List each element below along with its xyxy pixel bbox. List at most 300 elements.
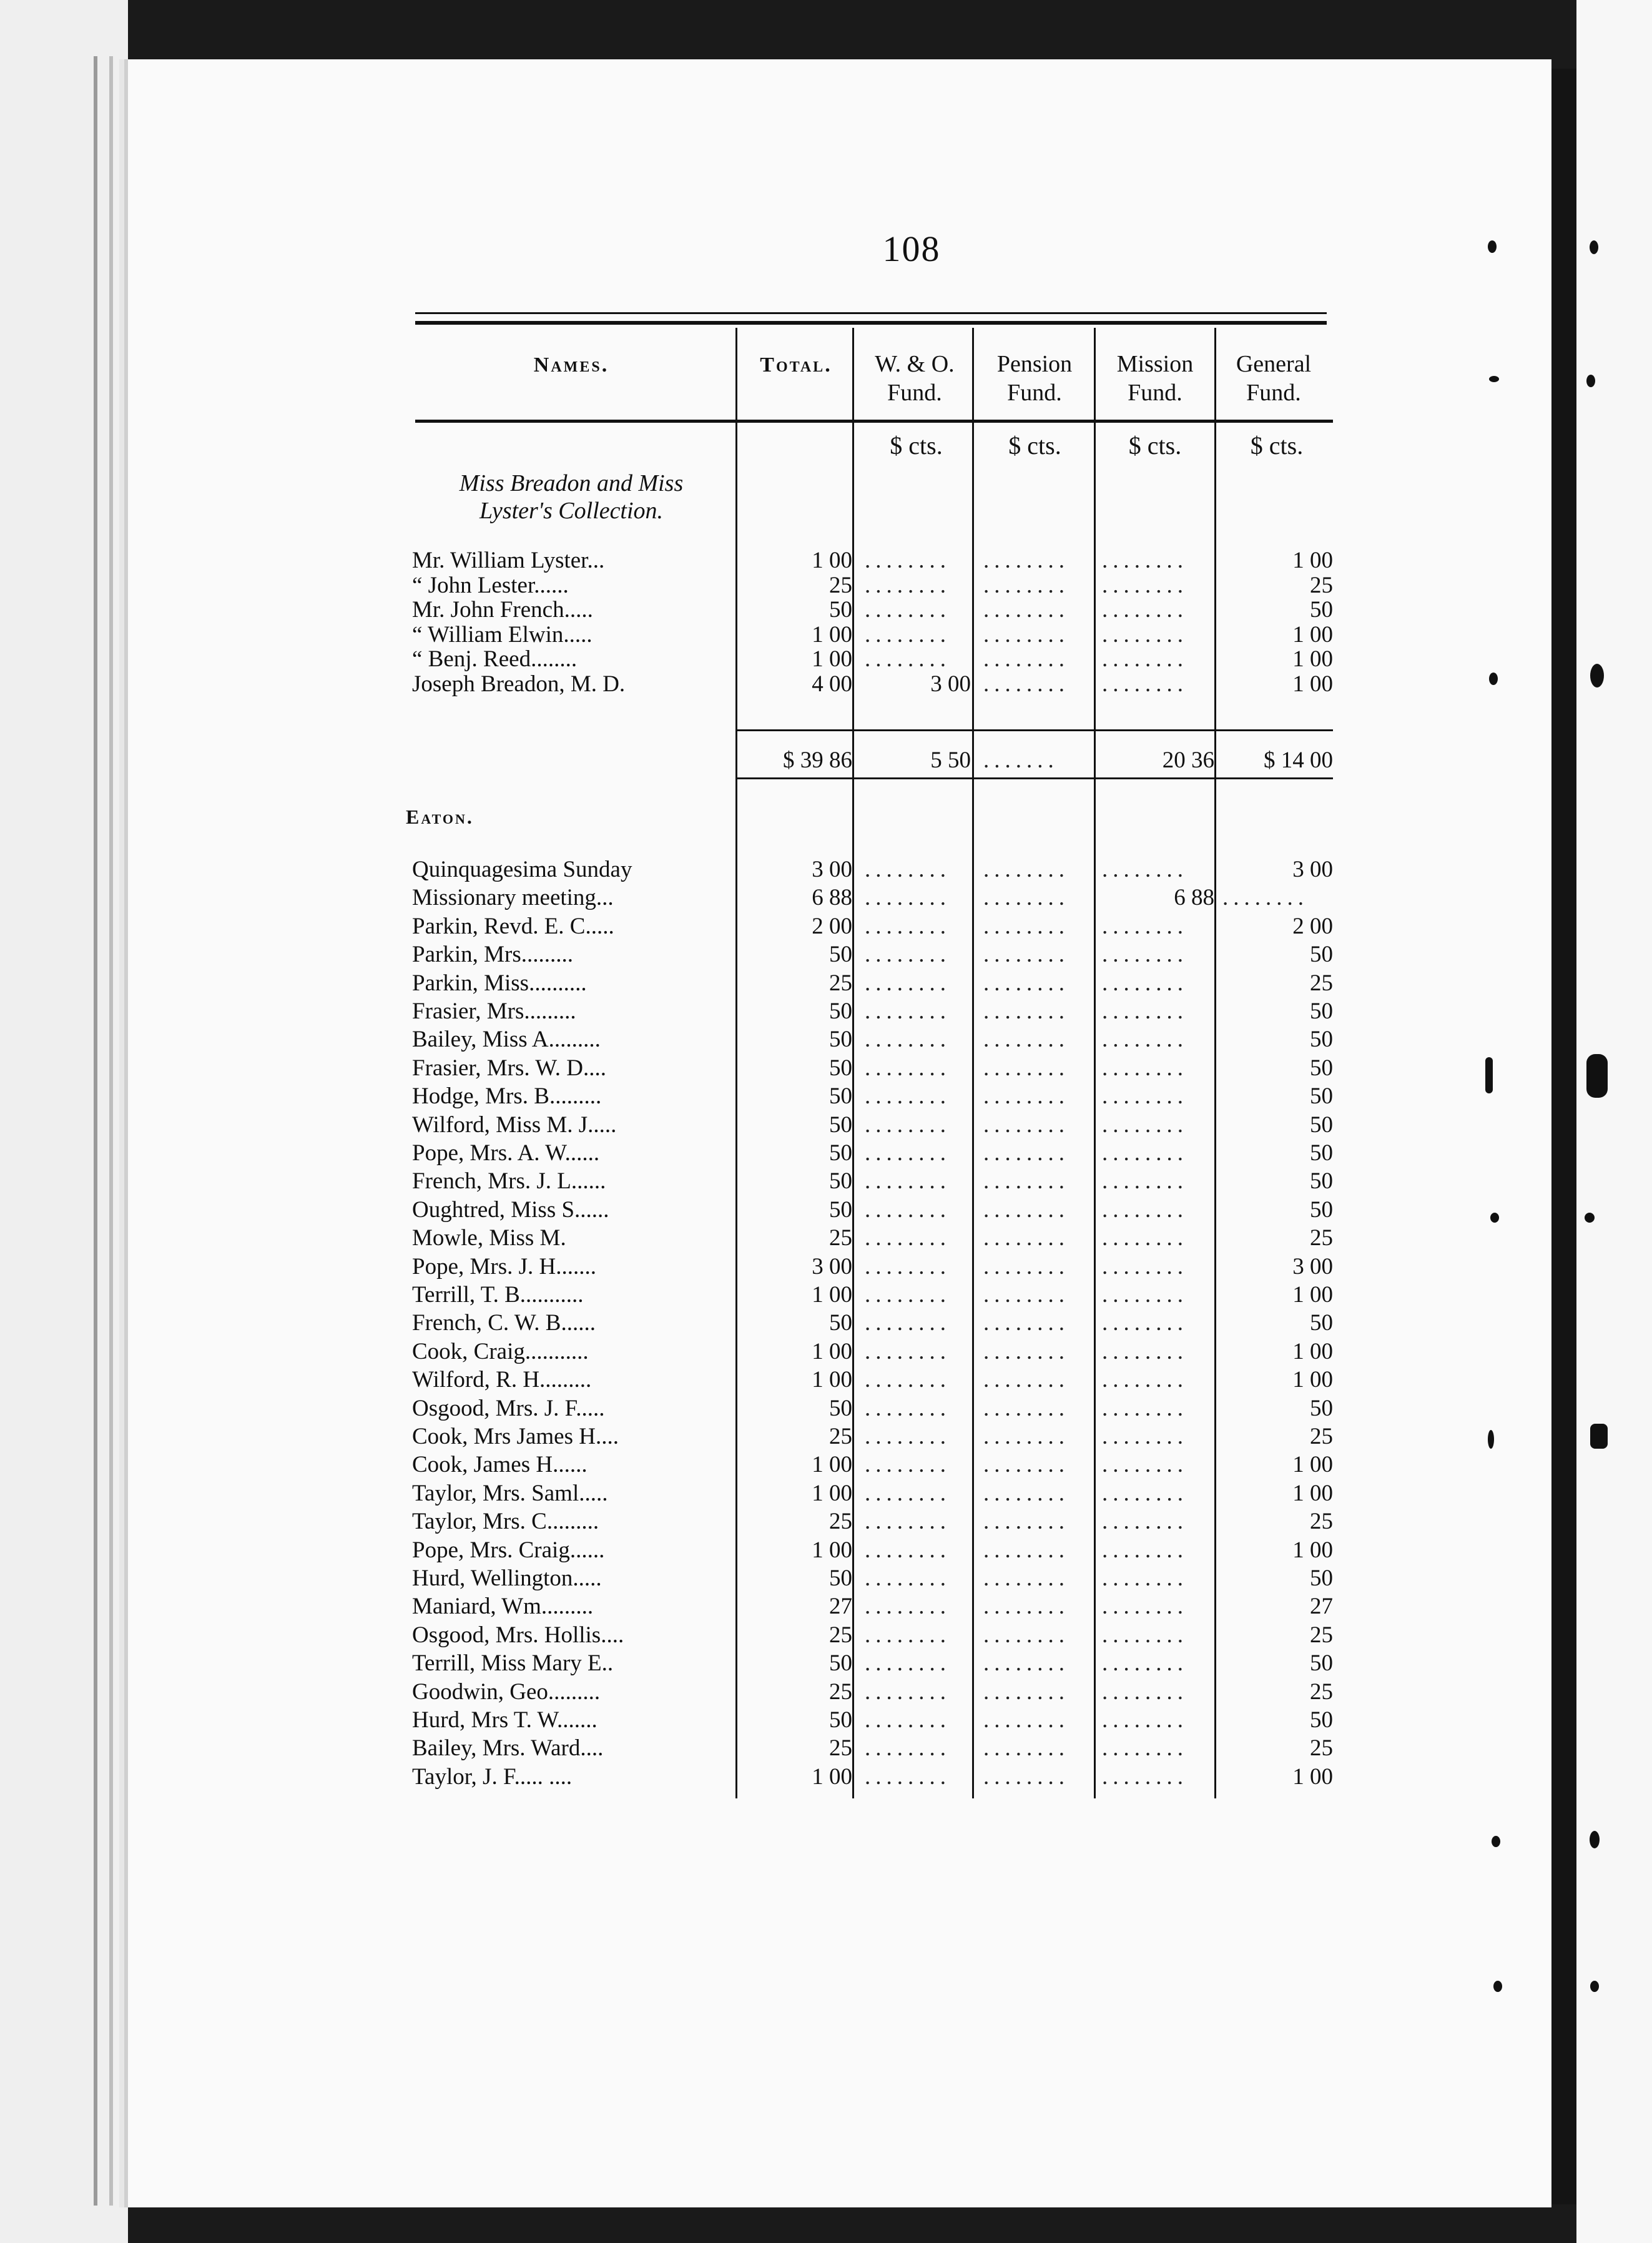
subtotal-rule [737,777,1333,779]
wo-unit-label: $ cts. [890,431,943,460]
donor-name: Oughtred, Miss S...... [412,1196,609,1223]
table-row [0,1706,1652,1734]
binding-hole-mark [1586,375,1595,387]
table-row [0,1167,1652,1195]
table-row [0,1054,1652,1082]
wo-leader-dots: ........ [865,913,951,939]
total-amount: 50 [829,1055,852,1081]
wo-leader-dots: ........ [865,1735,951,1762]
wo-leader-dots: ........ [865,1622,951,1648]
table-row [0,997,1652,1025]
wo-leader-dots: ........ [865,621,951,648]
table-row [0,1422,1652,1451]
total-amount: 25 [829,1509,852,1535]
mission-leader-dots: ........ [1102,1395,1188,1421]
total-amount: 3 00 [812,857,852,882]
total-amount: 25 [829,1225,852,1251]
donor-name: Bailey, Mrs. Ward.... [412,1735,604,1762]
table-row [0,855,1652,884]
general-amount: 50 [1310,1196,1333,1223]
totals-total: $ 39 86 [783,747,852,773]
wo-leader-dots: ........ [865,1679,951,1705]
table-row [0,1763,1652,1791]
wo-leader-dots: ........ [865,1395,951,1421]
table-row [0,1253,1652,1281]
donor-name: French, C. W. B...... [412,1310,596,1336]
general-amount: 1 00 [1292,548,1333,573]
general-amount: 2 00 [1292,913,1333,939]
mission-leader-dots: ........ [1102,1055,1188,1081]
general-amount: 50 [1310,1310,1333,1336]
pension-leader-dots: ........ [983,1763,1069,1790]
total-amount: 1 00 [812,1282,852,1308]
mission-fund-header [1096,350,1214,407]
mission-leader-dots: ........ [1102,998,1188,1024]
wo-leader-dots: ........ [865,1083,951,1110]
pension-leader-dots: ........ [983,1707,1069,1733]
general-amount: 50 [1310,1083,1333,1110]
general-amount: 50 [1310,1565,1333,1591]
general-amount: 25 [1310,572,1333,598]
general-amount: 25 [1310,1509,1333,1535]
mission-leader-dots: ........ [1102,1112,1188,1138]
donor-name: Quinquagesima Sunday [412,857,632,882]
donor-name: French, Mrs. J. L...... [412,1168,606,1195]
pension-leader-dots: ........ [983,597,1069,623]
totals-pension-leader: ....... [983,747,1059,773]
mission-leader-dots: ........ [1102,646,1188,672]
general-amount: 50 [1310,1168,1333,1195]
table-row [0,1224,1652,1252]
mission-leader-dots: ........ [1102,1027,1188,1053]
wo-leader-dots: ........ [865,1707,951,1733]
general-amount: 25 [1310,1735,1333,1762]
donor-name: Hodge, Mrs. B......... [412,1083,602,1110]
general-amount: 25 [1310,970,1333,996]
mission-leader-dots: ........ [1102,1282,1188,1308]
general-amount: 1 00 [1292,1282,1333,1308]
table-row [0,1139,1652,1167]
pension-leader-dots: ........ [983,1140,1069,1166]
mission-leader-dots: ........ [1102,913,1188,939]
general-amount: 1 00 [1292,671,1333,697]
total-amount: 50 [829,1565,852,1591]
total-amount: 1 00 [812,1537,852,1563]
general-amount: 50 [1310,942,1333,968]
mission-amount: 6 88 [1174,885,1214,911]
table-row [0,670,1652,698]
top-rule [415,312,1327,314]
donor-name: Taylor, Mrs. C......... [412,1509,599,1535]
total-amount: 25 [829,970,852,996]
general-amount: 50 [1310,1707,1333,1733]
donor-name: Osgood, Mrs. Hollis.... [412,1622,624,1648]
donor-name: “ John Lester...... [412,572,569,598]
donor-name: Taylor, Mrs. Saml..... [412,1480,608,1506]
wo-leader-dots: ........ [865,1480,951,1506]
donor-name: “ William Elwin..... [412,621,592,648]
wo-leader-dots: ........ [865,1338,951,1364]
wo-leader-dots: ........ [865,857,951,882]
mission-leader-dots: ........ [1102,1679,1188,1705]
wo-leader-dots: ........ [865,1424,951,1449]
wo-leader-dots: ........ [865,1594,951,1620]
total-amount: 50 [829,1027,852,1053]
donor-name: Mr. William Lyster... [412,548,605,573]
total-amount: 50 [829,597,852,623]
wo-leader-dots: ........ [865,597,951,623]
pension-leader-dots: ........ [983,1310,1069,1336]
mission-leader-dots: ........ [1102,1565,1188,1591]
pension-leader-dots: ........ [983,1112,1069,1138]
pension-leader-dots: ........ [983,572,1069,598]
wo-leader-dots: ........ [865,1140,951,1166]
general-amount: 25 [1310,1225,1333,1251]
table-row [0,940,1652,969]
mission-leader-dots: ........ [1102,1253,1188,1279]
donor-name: Parkin, Revd. E. C..... [412,913,614,939]
total-amount: 25 [829,572,852,598]
donor-name: “ Benj. Reed........ [412,646,578,672]
wo-leader-dots: ........ [865,548,951,573]
table-row [0,1281,1652,1309]
wo-leader-dots: ........ [865,1650,951,1677]
table-row [0,546,1652,574]
wo-leader-dots: ........ [865,572,951,598]
donor-name: Pope, Mrs. A. W...... [412,1140,600,1166]
mission-leader-dots: ........ [1102,671,1188,697]
pension-leader-dots: ........ [983,998,1069,1024]
wo-fund-header-line2: Fund. [887,380,942,406]
donor-name: Terrill, Miss Mary E.. [412,1650,614,1677]
pension-leader-dots: ........ [983,1055,1069,1081]
mission-leader-dots: ........ [1102,1196,1188,1223]
binding-hole-mark [1492,1836,1500,1847]
mission-leader-dots: ........ [1102,1707,1188,1733]
total-amount: 50 [829,1310,852,1336]
total-amount: 4 00 [812,671,852,697]
totals-wo: 5 50 [930,747,971,773]
section-title-line2: Lyster's Collection. [479,498,664,524]
mission-leader-dots: ........ [1102,1735,1188,1762]
page-number: 108 [882,229,941,269]
mission-fund-header-line2: Fund. [1128,380,1182,406]
mission-leader-dots: ........ [1102,1310,1188,1336]
pension-fund-header-line1: Pension [996,351,1073,377]
pension-leader-dots: ........ [983,1509,1069,1535]
total-amount: 25 [829,1735,852,1762]
pension-leader-dots: ........ [983,1395,1069,1421]
section-title-line1: Miss Breadon and Miss [459,470,684,496]
total-amount: 50 [829,1083,852,1110]
totals-mission: 20 36 [1162,747,1214,773]
pension-leader-dots: ........ [983,548,1069,573]
donor-name: Hurd, Wellington..... [412,1565,602,1591]
total-amount: 50 [829,1168,852,1195]
general-amount: 1 00 [1292,621,1333,648]
pension-unit-label: $ cts. [1008,431,1061,460]
general-fund-header-line2: Fund. [1246,380,1301,406]
binding-hole-mark [1493,1981,1502,1992]
general-amount: 50 [1310,1140,1333,1166]
donor-name: Cook, Mrs James H.... [412,1424,619,1449]
table-row [0,596,1652,624]
table-row [0,1536,1652,1564]
pension-leader-dots: ........ [983,1452,1069,1478]
section1-totals-row [0,746,1652,774]
general-amount: 3 00 [1292,857,1333,882]
wo-fund-header [855,350,974,407]
donor-name: Osgood, Mrs. J. F..... [412,1395,605,1421]
wo-leader-dots: ........ [865,1225,951,1251]
table-row [0,1338,1652,1366]
general-amount: 1 00 [1292,1367,1333,1393]
total-amount: 3 00 [812,1253,852,1279]
pension-leader-dots: ........ [983,1650,1069,1677]
pension-leader-dots: ........ [983,913,1069,939]
donor-name: Goodwin, Geo......... [412,1679,601,1705]
pension-leader-dots: ........ [983,1424,1069,1449]
general-amount: 1 00 [1292,1452,1333,1478]
total-amount: 1 00 [812,1763,852,1790]
pension-leader-dots: ........ [983,942,1069,968]
totals-general: $ 14 00 [1264,747,1333,773]
section-title-breadon-lyster [412,470,730,525]
total-amount: 1 00 [812,1480,852,1506]
subtotal-rule [737,729,1333,731]
pension-leader-dots: ........ [983,671,1069,697]
general-amount: 50 [1310,1112,1333,1138]
total-amount: 50 [829,1650,852,1677]
total-amount: 25 [829,1679,852,1705]
wo-leader-dots: ........ [865,998,951,1024]
general-amount: 1 00 [1292,646,1333,672]
pension-leader-dots: ........ [983,885,1069,911]
mission-leader-dots: ........ [1102,1225,1188,1251]
pension-leader-dots: ........ [983,621,1069,648]
general-amount: 50 [1310,597,1333,623]
wo-leader-dots: ........ [865,1253,951,1279]
mission-leader-dots: ........ [1102,1338,1188,1364]
total-amount: 1 00 [812,646,852,672]
total-amount: 25 [829,1424,852,1449]
general-amount: 50 [1310,998,1333,1024]
mission-leader-dots: ........ [1102,597,1188,623]
general-amount: 50 [1310,1395,1333,1421]
mission-unit-label: $ cts. [1128,431,1182,460]
total-amount: 50 [829,1196,852,1223]
general-leader-dots: ........ [1222,885,1309,911]
donor-name: Hurd, Mrs T. W....... [412,1707,597,1733]
general-amount: 25 [1310,1622,1333,1648]
donor-name: Pope, Mrs. J. H....... [412,1253,596,1279]
total-amount: 50 [829,1112,852,1138]
general-amount: 1 00 [1292,1480,1333,1506]
mission-leader-dots: ........ [1102,1763,1188,1790]
table-row [0,571,1652,599]
wo-leader-dots: ........ [865,1196,951,1223]
pension-leader-dots: ........ [983,1565,1069,1591]
table-row [0,1564,1652,1592]
donor-name: Bailey, Miss A......... [412,1027,601,1053]
donor-name: Wilford, Miss M. J..... [412,1112,617,1138]
pension-leader-dots: ........ [983,646,1069,672]
general-fund-header-line1: General [1236,351,1312,377]
mission-leader-dots: ........ [1102,1083,1188,1110]
donor-name: Missionary meeting... [412,885,614,911]
mission-leader-dots: ........ [1102,1537,1188,1563]
total-amount: 27 [829,1594,852,1620]
wo-leader-dots: ........ [865,885,951,911]
donor-name: Parkin, Miss.......... [412,970,587,996]
general-unit-label: $ cts. [1250,431,1304,460]
general-amount: 3 00 [1292,1253,1333,1279]
top-rule [415,321,1327,325]
table-row [0,1621,1652,1649]
mission-leader-dots: ........ [1102,1480,1188,1506]
total-amount: 1 00 [812,1338,852,1364]
wo-leader-dots: ........ [865,646,951,672]
table-row [0,1196,1652,1224]
pension-leader-dots: ........ [983,1338,1069,1364]
binding-hole-mark [1489,376,1499,382]
wo-leader-dots: ........ [865,1282,951,1308]
pension-leader-dots: ........ [983,1168,1069,1195]
mission-leader-dots: ........ [1102,1367,1188,1393]
donor-name: Joseph Breadon, M. D. [412,671,626,697]
binding-hole-mark [1590,1831,1600,1848]
total-amount: 1 00 [812,548,852,573]
table-row [0,1025,1652,1053]
wo-leader-dots: ........ [865,1112,951,1138]
mission-leader-dots: ........ [1102,1424,1188,1449]
mission-leader-dots: ........ [1102,1650,1188,1677]
table-row [0,1366,1652,1394]
wo-leader-dots: ........ [865,1509,951,1535]
total-amount: 50 [829,1707,852,1733]
mission-leader-dots: ........ [1102,621,1188,648]
general-amount: 50 [1310,1027,1333,1053]
donor-name: Taylor, J. F..... .... [412,1763,573,1790]
general-amount: 27 [1310,1594,1333,1620]
binding-hole-mark [1590,240,1598,254]
wo-leader-dots: ........ [865,1055,951,1081]
total-header: Total. [760,353,832,377]
mission-leader-dots: ........ [1102,857,1188,882]
total-amount: 1 00 [812,1367,852,1393]
total-amount: 50 [829,1140,852,1166]
pension-leader-dots: ........ [983,1537,1069,1563]
total-amount: 25 [829,1622,852,1648]
table-row [0,621,1652,649]
wo-leader-dots: ........ [865,970,951,996]
table-row [0,1734,1652,1762]
donor-name: Cook, James H...... [412,1452,588,1478]
pension-leader-dots: ........ [983,1480,1069,1506]
wo-amount: 3 00 [930,671,971,697]
pension-leader-dots: ........ [983,1027,1069,1053]
table-row [0,1394,1652,1422]
mission-leader-dots: ........ [1102,942,1188,968]
donor-name: Cook, Craig........... [412,1338,589,1364]
table-row [0,1479,1652,1507]
table-row [0,1451,1652,1479]
wo-leader-dots: ........ [865,1367,951,1393]
mission-leader-dots: ........ [1102,572,1188,598]
donor-name: Maniard, Wm......... [412,1594,594,1620]
total-amount: 1 00 [812,621,852,648]
general-amount: 1 00 [1292,1537,1333,1563]
pension-leader-dots: ........ [983,970,1069,996]
table-row [0,645,1652,673]
mission-leader-dots: ........ [1102,1509,1188,1535]
pension-leader-dots: ........ [983,1225,1069,1251]
table-row [0,1111,1652,1139]
general-amount: 50 [1310,1650,1333,1677]
general-amount: 25 [1310,1679,1333,1705]
table-row [0,969,1652,997]
section-title-eaton: Eaton. [406,806,474,828]
table-row [0,1082,1652,1110]
general-amount: 25 [1310,1424,1333,1449]
pension-leader-dots: ........ [983,1282,1069,1308]
wo-leader-dots: ........ [865,1763,951,1790]
wo-leader-dots: ........ [865,1537,951,1563]
donor-name: Frasier, Mrs......... [412,998,576,1024]
wo-leader-dots: ........ [865,1565,951,1591]
pension-leader-dots: ........ [983,1679,1069,1705]
total-amount: 2 00 [812,913,852,939]
wo-leader-dots: ........ [865,1168,951,1195]
pension-fund-header-line2: Fund. [1007,380,1062,406]
table-row [0,1507,1652,1536]
table-row [0,1678,1652,1706]
wo-fund-header-line1: W. & O. [875,351,955,377]
total-amount: 50 [829,998,852,1024]
mission-fund-header-line1: Mission [1116,351,1194,377]
table-row [0,884,1652,912]
pension-leader-dots: ........ [983,1622,1069,1648]
wo-leader-dots: ........ [865,1452,951,1478]
table-row [0,1649,1652,1677]
general-amount: 1 00 [1292,1763,1333,1790]
donor-name: Frasier, Mrs. W. D.... [412,1055,606,1081]
pension-leader-dots: ........ [983,1367,1069,1393]
mission-leader-dots: ........ [1102,1140,1188,1166]
pension-fund-header [975,350,1094,407]
pension-leader-dots: ........ [983,1083,1069,1110]
mission-leader-dots: ........ [1102,1168,1188,1195]
general-fund-header [1214,350,1333,407]
binding-hole-mark [1590,1981,1599,1992]
total-amount: 6 88 [812,885,852,911]
binding-hole-mark [1488,240,1497,253]
pension-leader-dots: ........ [983,1253,1069,1279]
pension-leader-dots: ........ [983,1735,1069,1762]
donor-name: Terrill, T. B........... [412,1282,584,1308]
pension-leader-dots: ........ [983,1196,1069,1223]
mission-leader-dots: ........ [1102,548,1188,573]
total-amount: 1 00 [812,1452,852,1478]
wo-leader-dots: ........ [865,942,951,968]
pension-leader-dots: ........ [983,1594,1069,1620]
names-header: Names. [533,353,609,377]
header-rule [415,420,1333,423]
mission-leader-dots: ........ [1102,1622,1188,1648]
general-amount: 50 [1310,1055,1333,1081]
donor-name: Mr. John French..... [412,597,593,623]
wo-leader-dots: ........ [865,1310,951,1336]
